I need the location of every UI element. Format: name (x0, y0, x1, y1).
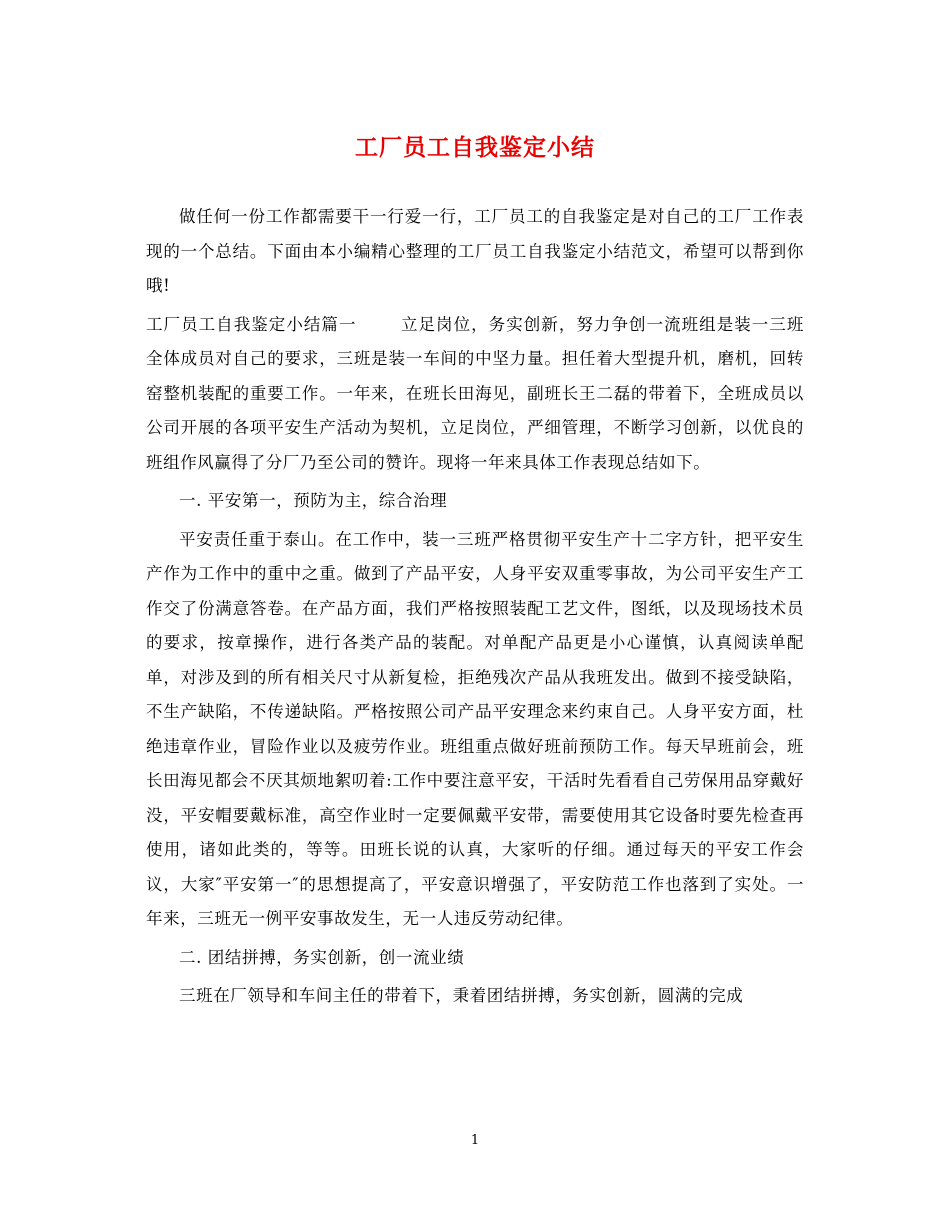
document-title: 工厂员工自我鉴定小结 (355, 134, 595, 161)
page-number: 1 (470, 1133, 480, 1148)
section-one-label: 工厂员工自我鉴定小结篇一 (146, 314, 357, 334)
section-heading-safety: 一. 平安第一，预防为主，综合治理 (179, 491, 448, 510)
teamwork-paragraph: 三班在厂领导和车间主任的带着下，秉着团结拼搏，务实创新，圆满的完成 (179, 986, 744, 1005)
intro-paragraph: 做任何一份工作都需要干一行爱一行，工厂员工的自我鉴定是对自己的工厂工作表现的一个总结。下面由本小编精心整理的工厂员工自我鉴定小结范文，希望可以帮到你哦! (146, 207, 804, 295)
section-heading-teamwork: 二. 团结拼搏，务实创新，创一流业绩 (179, 947, 465, 967)
section-one-paragraph (146, 308, 804, 481)
safety-paragraph: 平安责任重于泰山。在工作中，装一三班严格贯彻平安生产十二字方针，把平安生产作为工作中的重中之重。做到了产品平安，人身平安双重零事故，为公司平安生产工作交了份满意答卷。在产品方面，我们严格按照装配工艺文件，图纸，以及现场技术员的要求，按章操作，进行各类产品的装配。对单配产品更是小心谨慎，认真阅读单配单，对涉及到的所有相关尺寸从新复检，拒绝残次产品从我班发出。做到不接受缺陷，不生产缺陷，不传递缺陷。严格按照公司产品平安理念来约束自己。人身平安方面，杜绝违章作业，冒险作业以及疲劳作业。班组重点做好班前预防工作。每天早班前会，班长田海见都会不厌其烦地絮叨着:工作中要注意平安，干活时先看看自己劳保用品穿戴好没，平安帽要戴标准，高空作业时一定要佩戴平安带，需要使用其它设备时要先检查再使用，诸如此类的，等等。田班长说的认真，大家听的仔细。通过每天的平安工作会议，大家″平安第一″的思想提高了，平安意识增强了，平安防范工作也落到了实处。一年来，三班无一例平安事故发生，无一人违反劳动纪律。 (146, 529, 804, 928)
section-one-text: 立足岗位，务实创新，努力争创一流班组是装一三班全体成员对自己的要求，三班是装一车间的中坚力量。担任着大型提升机，磨机，回转窑整机装配的重要工作。一年来，在班长田海见，副班长王二磊的带着下，全班成员以公司开展的各项平安生产活动为契机，立足岗位，严细管理，不断学习创新，以优良的班组作风赢得了分厂乃至公司的赞许。现将一年来具体工作表现总结如下。 (146, 314, 804, 472)
document-body (146, 200, 804, 1018)
